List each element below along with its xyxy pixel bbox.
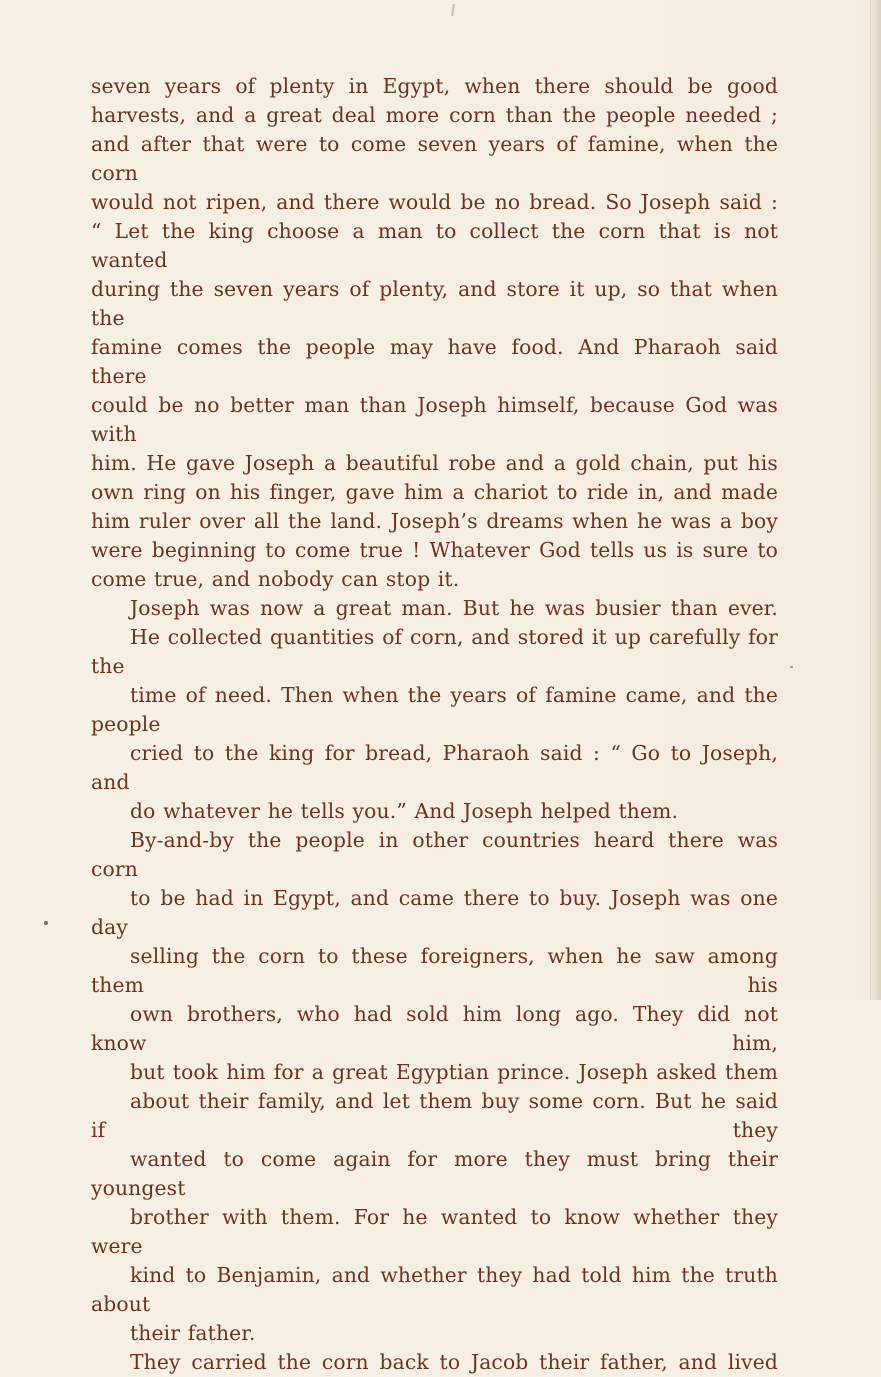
paper-speck: [790, 666, 793, 668]
text-line: He collected quantities of corn, and stored it up carefully for the: [91, 625, 778, 678]
text-line: come true, and nobody can stop it.: [91, 567, 460, 591]
text-line: brother with them. For he wanted to know whether they were: [91, 1205, 778, 1258]
paragraph-2: [91, 594, 778, 826]
text-line: were beginning to come true ! Whatever God tells us is sure to: [91, 538, 778, 562]
text-line: and after that were to come seven years of famine, when the corn: [91, 132, 778, 185]
text-line: wanted to come again for more they must bring their youngest: [91, 1147, 778, 1200]
text-line: cried to the king for bread, Pharaoh said : “ Go to Joseph, and: [91, 741, 778, 794]
page-mark: [451, 4, 455, 16]
text-line: their father.: [130, 1321, 256, 1345]
text-line: do whatever he tells you.” And Joseph helped them.: [130, 799, 679, 823]
text-line: famine comes the people may have food. And Pharaoh said there: [91, 335, 778, 388]
text-line: about their family, and let them buy some corn. But he said if they: [91, 1089, 778, 1142]
text-line: own brothers, who had sold him long ago. They did not know him,: [91, 1002, 778, 1055]
page-edge: [870, 0, 881, 1000]
text-line: harvests, and a great deal more corn than the people needed ;: [91, 103, 778, 127]
text-line: him ruler over all the land. Joseph’s dreams when he was a boy: [91, 509, 778, 533]
paragraph-4: [91, 1348, 778, 1377]
text-line: would not ripen, and there would be no bread. So Joseph said :: [91, 190, 778, 214]
text-line: to be had in Egypt, and came there to buy. Joseph was one day: [91, 886, 778, 939]
paragraph-1: [91, 72, 778, 594]
text-line: but took him for a great Egyptian prince. Joseph asked them: [130, 1060, 778, 1084]
text-line: own ring on his finger, gave him a chariot to ride in, and made: [91, 480, 778, 504]
text-line: Joseph was now a great man. But he was busier than ever.: [130, 596, 778, 620]
text-line: him. He gave Joseph a beautiful robe and a gold chain, put his: [91, 451, 778, 475]
text-line: could be no better man than Joseph himself, because God was with: [91, 393, 778, 446]
text-line: seven years of plenty in Egypt, when there should be good: [91, 74, 778, 98]
text-line: during the seven years of plenty, and store it up, so that when the: [91, 277, 778, 330]
paragraph-3: [91, 826, 778, 1348]
text-line: “ Let the king choose a man to collect the corn that is not wanted: [91, 219, 778, 272]
text-line: By-and-by the people in other countries heard there was corn: [91, 828, 778, 881]
text-line: kind to Benjamin, and whether they had told him the truth about: [91, 1263, 778, 1316]
paper-dot: [44, 921, 48, 925]
body-text: [91, 72, 778, 1377]
text-line: selling the corn to these foreigners, when he saw among them his: [91, 944, 778, 997]
text-line: time of need. Then when the years of famine came, and the people: [91, 683, 778, 736]
text-line: They carried the corn back to Jacob their father, and lived: [130, 1350, 778, 1374]
